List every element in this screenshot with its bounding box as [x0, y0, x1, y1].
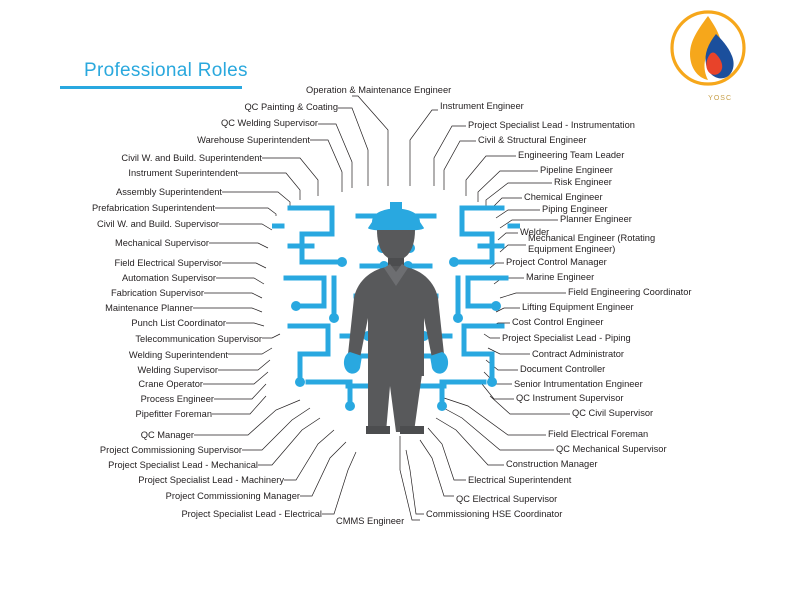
- role-label: Marine Engineer: [526, 272, 595, 282]
- role-label: Senior Intrumentation Engineer: [514, 379, 643, 389]
- role-label: Contract Administrator: [532, 349, 624, 359]
- role-label: Welding Supervisor: [137, 365, 218, 375]
- role-label: Document Controller: [520, 364, 606, 374]
- role-label: Project Specialist Lead - Piping: [502, 333, 631, 343]
- role-label: Prefabrication Superintendent: [91, 203, 215, 213]
- title-underline: [60, 86, 242, 89]
- role-label: Project Specialist Lead - Instrumentation: [468, 120, 635, 130]
- role-label: Mechanical Supervisor: [114, 238, 209, 248]
- role-label: Fabrication Supervisor: [110, 288, 204, 298]
- role-label: Electrical Superintendent: [468, 475, 572, 485]
- role-label: Automation Supervisor: [121, 273, 216, 283]
- page-title: Professional Roles: [84, 60, 248, 81]
- role-label: QC Painting & Coating: [244, 102, 338, 112]
- role-label: Chemical Engineer: [524, 192, 603, 202]
- role-label: QC Electrical Supervisor: [456, 494, 558, 504]
- role-label: Pipeline Engineer: [540, 165, 613, 175]
- role-label: Engineering Team Leader: [518, 150, 625, 160]
- role-label: Piping Engineer: [542, 204, 608, 214]
- flame-droplet-logo: [666, 8, 750, 92]
- role-label: Instrument Engineer: [440, 101, 524, 111]
- role-label: Planner Engineer: [560, 214, 632, 224]
- role-label: Construction Manager: [506, 459, 598, 469]
- role-label: Pipefitter Foreman: [135, 409, 212, 419]
- role-label: Commissioning HSE Coordinator: [426, 509, 563, 519]
- role-label: Cost Control Engineer: [512, 317, 604, 327]
- role-label: QC Instrument Supervisor: [516, 393, 624, 403]
- role-label: Lifting Equipment Engineer: [522, 302, 634, 312]
- role-label: QC Welding Supervisor: [221, 118, 318, 128]
- role-label: Project Specialist Lead - Mechanical: [108, 460, 258, 470]
- role-label: Instrument Superintendent: [128, 168, 238, 178]
- role-label: QC Mechanical Supervisor: [556, 444, 667, 454]
- role-label: Process Engineer: [140, 394, 214, 404]
- role-label: Civil W. and Build. Supervisor: [97, 219, 219, 229]
- role-label: Project Specialist Lead - Machinery: [138, 475, 284, 485]
- role-label: Project Specialist Lead - Electrical: [181, 509, 322, 519]
- role-label: Field Electrical Supervisor: [114, 258, 222, 268]
- role-label: Civil W. and Build. Superintendent: [121, 153, 262, 163]
- role-label: Assembly Superintendent: [116, 187, 222, 197]
- role-label: Welder: [520, 227, 550, 237]
- logo-caption: YOSC: [708, 95, 732, 102]
- role-label: Civil & Structural Engineer: [478, 135, 587, 145]
- role-label: CMMS Engineer: [336, 516, 405, 526]
- page-title-block: [60, 60, 320, 89]
- role-label: Warehouse Superintendent: [197, 135, 310, 145]
- role-label: Mechanical Engineer (Rotating Equipment Engineer): [528, 233, 656, 254]
- role-label: Operation & Maintenance Engineer: [306, 85, 452, 95]
- role-label: Crane Operator: [138, 379, 203, 389]
- role-label: Project Commissioning Manager: [165, 491, 300, 501]
- worker-silhouette-with-circuit-board: [272, 186, 520, 436]
- role-label: QC Manager: [140, 430, 194, 440]
- role-label: Project Commissioning Supervisor: [99, 445, 242, 455]
- role-label: Field Engineering Coordinator: [568, 287, 692, 297]
- role-label: Welding Superintendent: [128, 350, 228, 360]
- role-label: Telecommunication Supervisor: [135, 334, 262, 344]
- role-label: Risk Engineer: [554, 177, 612, 187]
- role-label: Project Control Manager: [506, 257, 607, 267]
- role-label: Maintenance Planner: [105, 303, 193, 313]
- role-label: Field Electrical Foreman: [548, 429, 649, 439]
- role-label: QC Civil Supervisor: [572, 408, 654, 418]
- role-label: Punch List Coordinator: [131, 318, 226, 328]
